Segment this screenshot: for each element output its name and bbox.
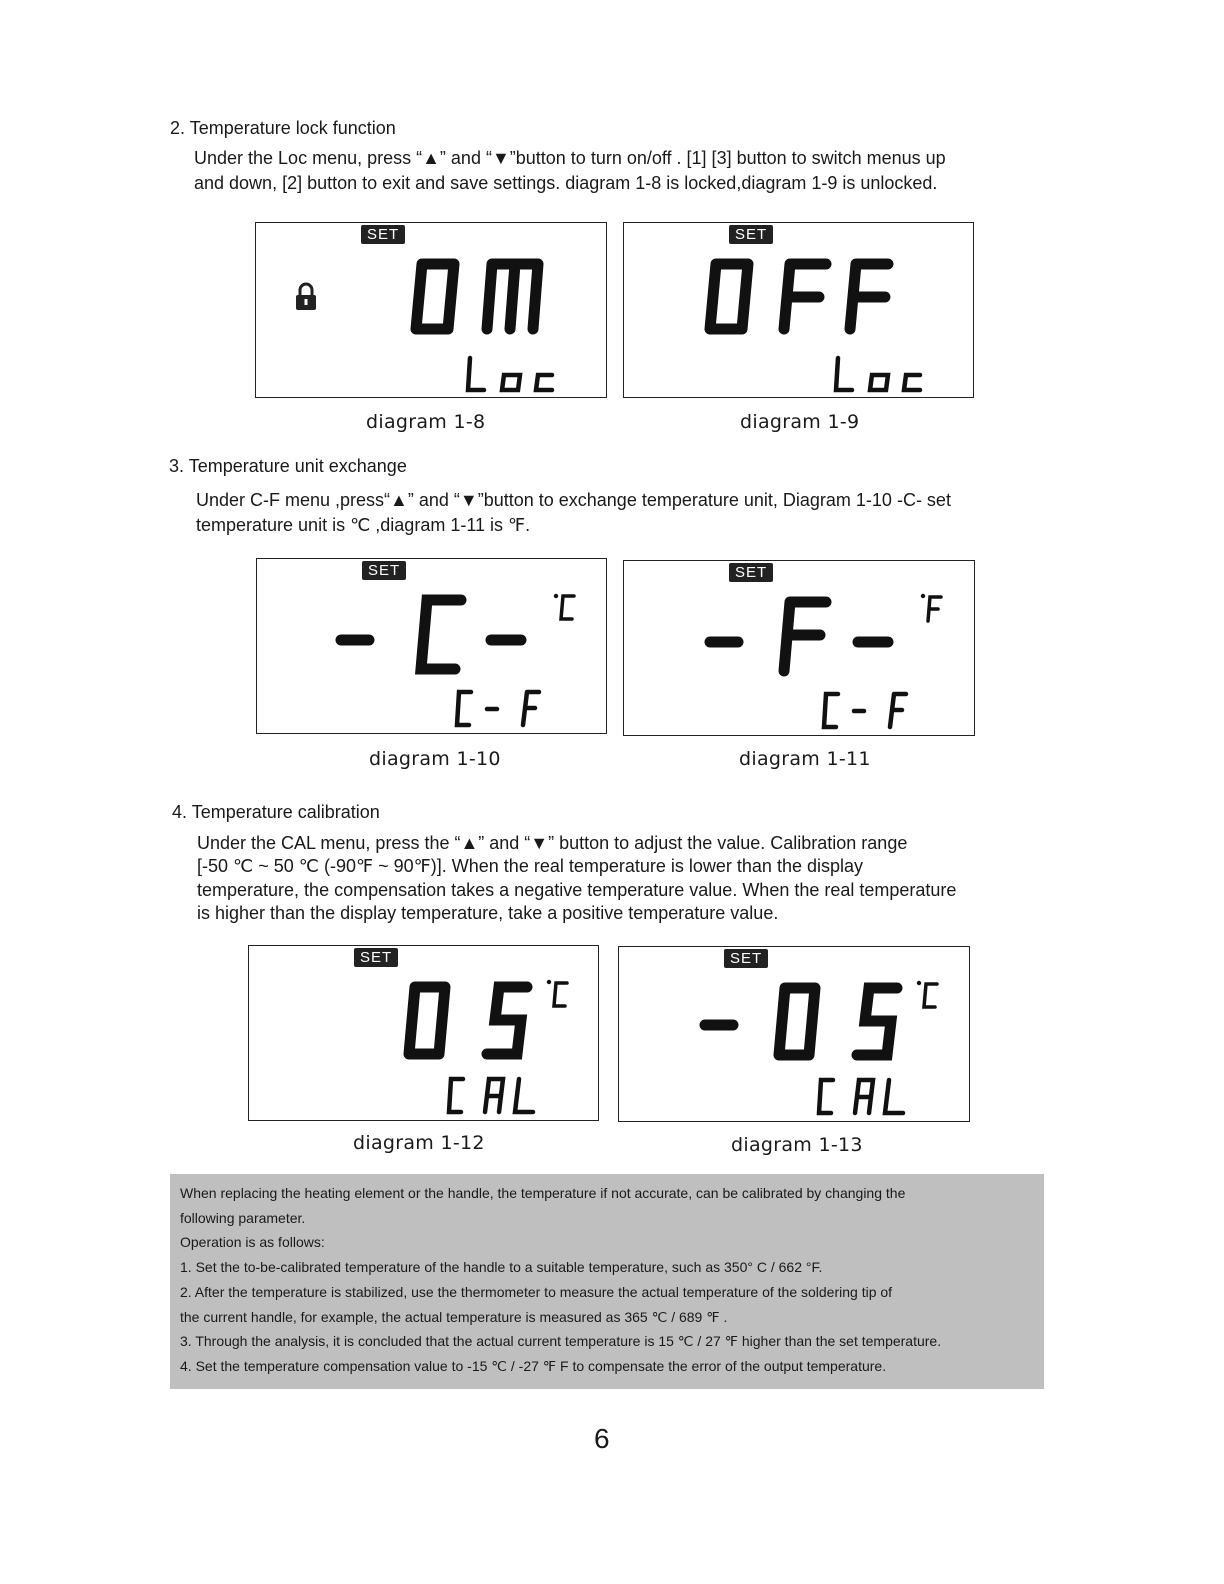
lcd-display-1-9 [623, 222, 974, 398]
main-digits [705, 988, 897, 1055]
set-badge: SET [354, 948, 398, 967]
unit-symbol [921, 594, 941, 621]
sub-digits [824, 694, 906, 727]
caption-1-12: diagram 1-12 [353, 1132, 485, 1154]
lcd-graphics [624, 223, 975, 399]
note-line-7: 3. Through the analysis, it is concluded that the actual current temperature is 15 ℃ / 27 ℉ higher than the set temperature. [180, 1333, 942, 1350]
sub-digits [468, 358, 552, 390]
section-text-lock [194, 146, 1094, 195]
lcd-display-1-8 [255, 222, 607, 398]
unit-symbol [554, 594, 574, 619]
calibration-text-line-3: temperature, the compensation takes a negative temperature value. When the real temperature [197, 879, 957, 900]
section-text-unit [196, 488, 1096, 537]
calibration-note-box [170, 1174, 1044, 1389]
section-text-calibration [197, 832, 1117, 925]
sub-digits [449, 1079, 533, 1112]
note-line-4: 1. Set the to-be-calibrated temperature of the handle to a suitable temperature, such as 350° C / 662 °F. [180, 1259, 823, 1276]
note-line-8: 4. Set the temperature compensation value to -15 ℃ / -27 ℉ F to compensate the error of the output temperature. [180, 1357, 887, 1374]
set-badge: SET [361, 225, 405, 244]
note-line-6: the current handle, for example, the actual temperature is measured as 365 ℃ / 689 ℉ . [180, 1308, 728, 1325]
sub-digits [819, 1080, 903, 1113]
lock-text-line-1: Under the Loc menu, press “▲” and “▼”button to turn on/off . [1] [3] button to switch menus up [194, 148, 946, 168]
main-digits [341, 600, 521, 669]
lcd-display-1-10 [256, 558, 607, 734]
caption-1-10: diagram 1-10 [369, 748, 501, 770]
lcd-graphics [257, 559, 608, 735]
note-line-5: 2. After the temperature is stabilized, use the thermometer to measure the actual temperature of the soldering tip of [180, 1283, 893, 1300]
calibration-text-line-2: [-50 ℃ ~ 50 ℃ (-90℉ ~ 90℉)]. When the real temperature is lower than the display [197, 856, 863, 877]
set-badge: SET [724, 949, 768, 968]
unit-text-line-2: temperature unit is ℃ ,diagram 1-11 is ℉. [196, 514, 531, 535]
lcd-display-1-11 [623, 560, 975, 736]
lcd-graphics [619, 947, 971, 1123]
unit-text-line-1: Under C-F menu ,press“▲” and “▼”button to exchange temperature unit, Diagram 1-10 -C- set [196, 490, 951, 510]
unit-symbol [917, 981, 937, 1007]
lcd-graphics [624, 561, 976, 737]
main-digits [416, 264, 538, 329]
page-number: 6 [594, 1423, 610, 1454]
unit-symbol [547, 980, 567, 1006]
calibration-text-line-4: is higher than the display temperature, take a positive temperature value. [197, 902, 779, 923]
main-digits [710, 602, 888, 671]
lcd-display-1-12 [248, 945, 599, 1121]
note-line-1: When replacing the heating element or the handle, the temperature if not accurate, can be calibrated by changing the [180, 1185, 906, 1201]
caption-1-8: diagram 1-8 [366, 411, 486, 433]
note-line-2: following parameter. [180, 1209, 306, 1226]
lock-icon [296, 284, 316, 310]
lcd-graphics [249, 946, 600, 1122]
note-line-3: Operation is as follows: [180, 1234, 325, 1251]
sub-digits [836, 358, 920, 390]
sub-digits [457, 692, 539, 725]
caption-1-11: diagram 1-11 [739, 748, 871, 770]
set-badge: SET [729, 563, 773, 582]
section-heading-calibration: 4. Temperature calibration [172, 802, 380, 822]
main-digits [710, 264, 888, 329]
caption-1-9: diagram 1-9 [740, 411, 860, 433]
section-heading-lock: 2. Temperature lock function [170, 118, 396, 138]
section-heading-unit: 3. Temperature unit exchange [169, 456, 407, 476]
calibration-text-line-1: Under the CAL menu, press the “▲” and “▼” button to adjust the value. Calibration range [197, 833, 908, 853]
main-digits [409, 987, 527, 1054]
lcd-display-1-13 [618, 946, 970, 1122]
lcd-graphics [256, 223, 608, 399]
set-badge: SET [362, 561, 406, 580]
caption-1-13: diagram 1-13 [731, 1134, 863, 1156]
lock-text-line-2: and down, [2] button to exit and save settings. diagram 1-8 is locked,diagram 1-9 is unlocked. [194, 172, 938, 193]
set-badge: SET [729, 225, 773, 244]
